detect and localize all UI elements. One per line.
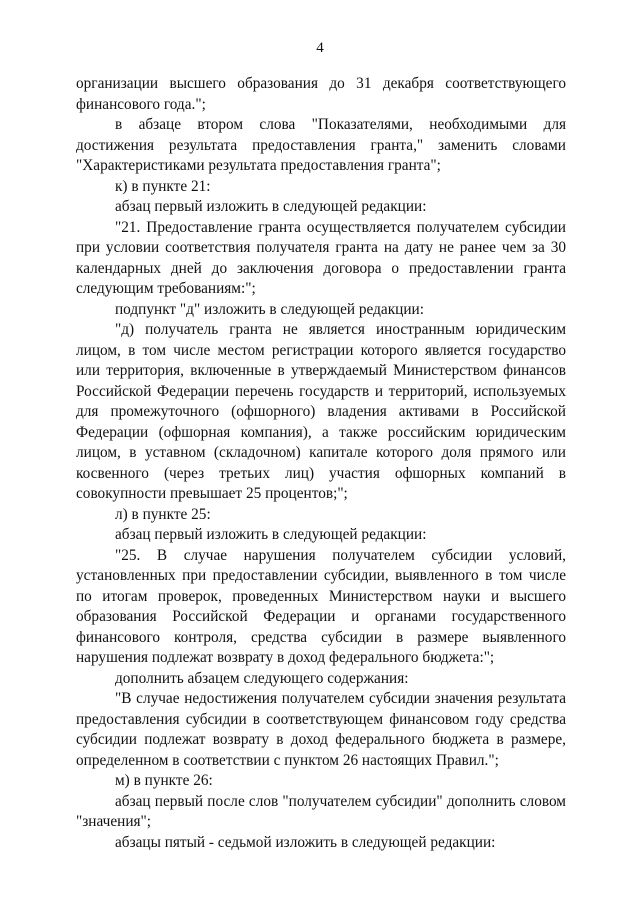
paragraph-quote-d: "д) получатель гранта не является иностранным юридическим лицом, в том числе местом регистрации которого является государство или территория, включенные в утверждаемый Министерством финансов Российской Федерации перечень государств и территорий, используемых для промежуточного (офшорного) владения активами в Российской Федерации (офшорная компания), а также российским юридическим лицом, в уставном (складочном) капитале которого доля прямого или косвенного (через третьих лиц) участия офшорных компаний в совокупности превышает 25 процентов;"; <box>76 321 566 502</box>
paragraph: абзацы пятый - седьмой изложить в следующей редакции: <box>115 833 496 851</box>
paragraph: абзац первый после слов "получателем субсидии" дополнить словом "значения"; <box>76 792 566 830</box>
paragraph-quote-25: "25. В случае нарушения получателем субсидии условий, установленных при предоставлении субсидии, выявленного в том числе по итогам проверок, проведенных Министерством науки и высшего образования Российской Федерации и органами государственного финансового контроля, средства субсидии в размере выявленного нарушения подлежат возврату в доход федерального бюджета:"; <box>76 546 566 666</box>
paragraph-item-l: л) в пункте 25: <box>115 505 211 523</box>
paragraph-continuation: организации высшего образования до 31 декабря соответствующего финансового года."; <box>76 75 566 113</box>
page-number: 4 <box>316 40 324 56</box>
paragraph: абзац первый изложить в следующей редакции: <box>115 526 427 543</box>
paragraph: подпункт "д" изложить в следующей редакции: <box>115 300 424 318</box>
paragraph-quote: "В случае недостижения получателем субсидии значения результата предоставления субсидии в соответствующем финансовом году средства субсидии подлежат возврату в доход федерального бюджета в размере, определенном в соответствии с пунктом 26 настоящих Правил."; <box>76 690 566 769</box>
paragraph: дополнить абзацем следующего содержания: <box>115 669 409 687</box>
paragraph-item-m: м) в пункте 26: <box>115 772 213 789</box>
paragraph-quote-21: "21. Предоставление гранта осуществляется получателем субсидии при условии соответствия получателя гранта на дату не ранее чем за 30 календарных дней до заключения договора о предоставлении гранта следующим требованиям:"; <box>76 218 566 297</box>
paragraph: в абзаце втором слова "Показателями, необходимыми для достижения результата предоставления гранта," заменить словами "Характеристиками результата предоставления гранта"; <box>76 116 566 174</box>
paragraph-item-k: к) в пункте 21: <box>115 177 211 195</box>
document-body <box>76 74 566 853</box>
paragraph: абзац первый изложить в следующей редакции: <box>115 198 427 215</box>
